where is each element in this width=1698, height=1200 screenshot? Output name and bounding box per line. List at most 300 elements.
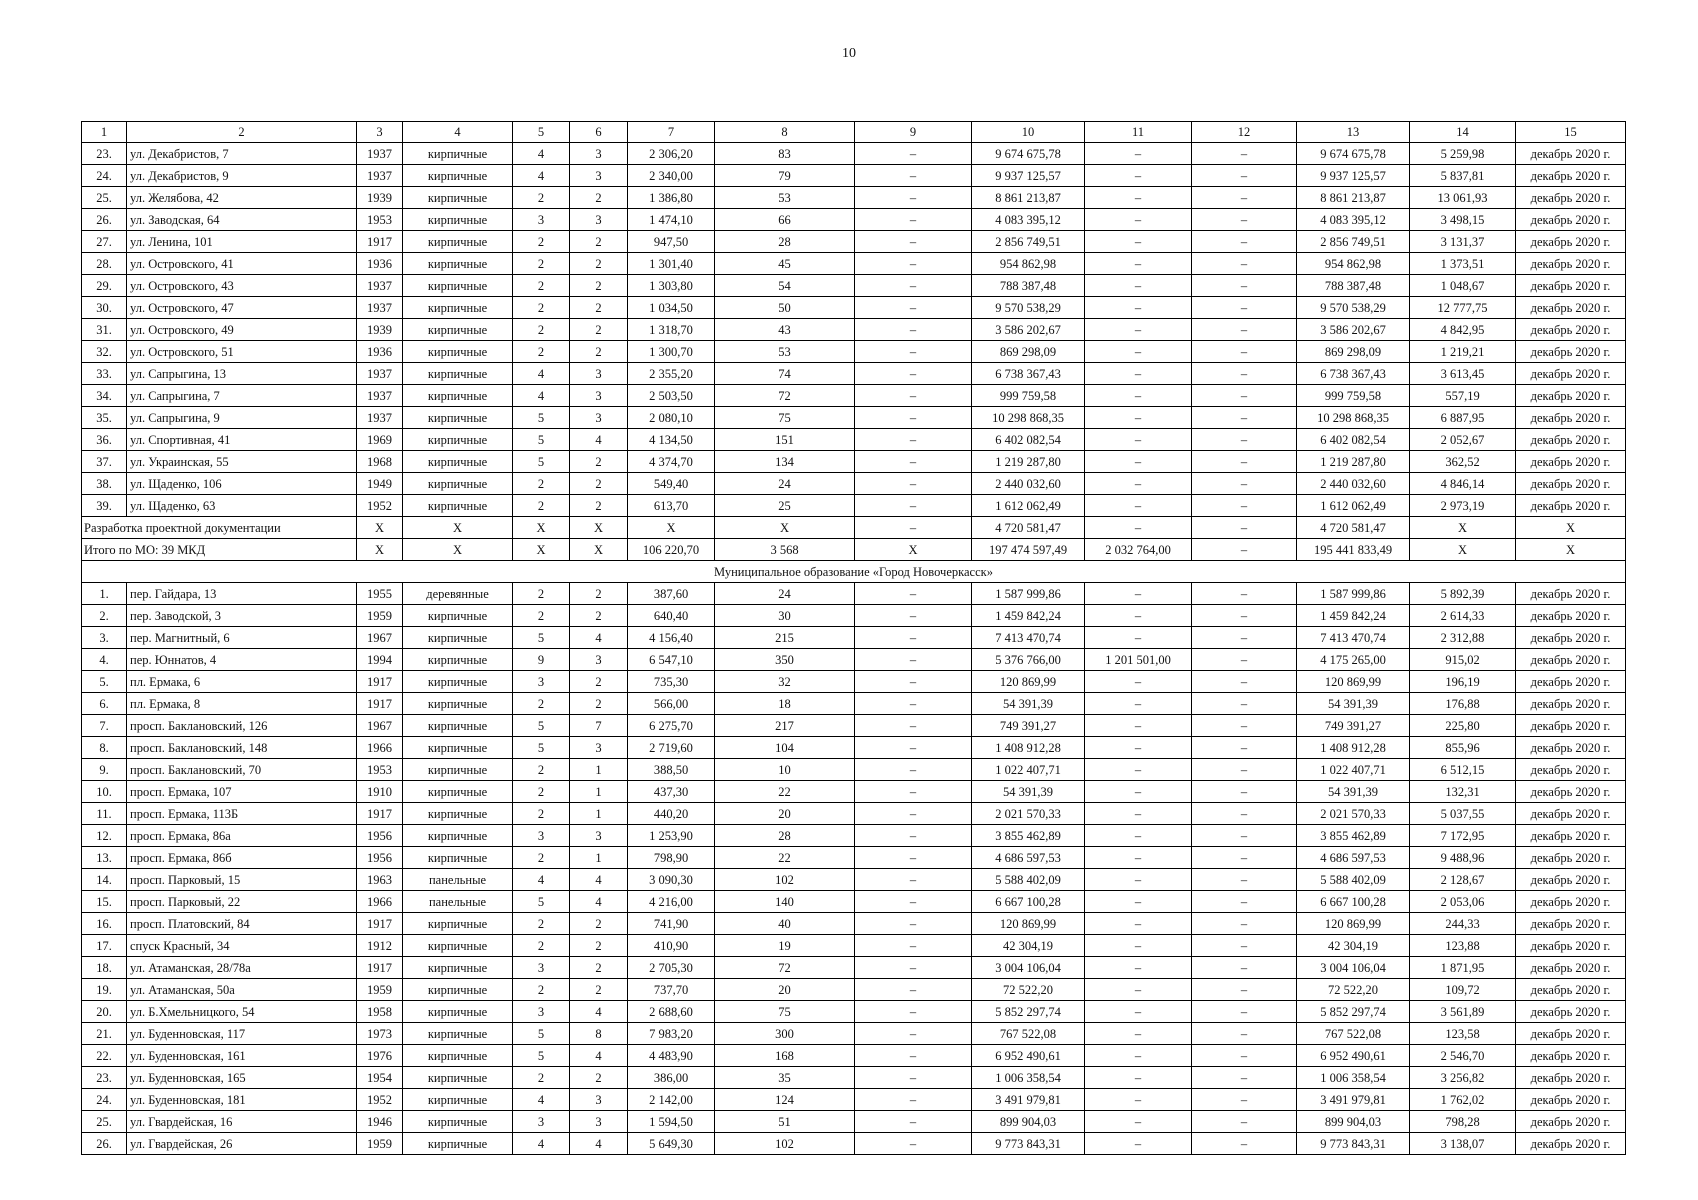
table-cell: 151 [715, 429, 855, 451]
summary-cell: Х [1516, 539, 1626, 561]
table-cell: – [1192, 605, 1297, 627]
table-cell: 4 [513, 869, 570, 891]
table-cell: 2 [570, 275, 628, 297]
table-cell: 1936 [357, 341, 403, 363]
table-cell: 1967 [357, 627, 403, 649]
table-row [82, 803, 1626, 825]
table-cell: декабрь 2020 г. [1516, 253, 1626, 275]
summary-label: Разработка проектной документации [82, 517, 357, 539]
address-cell: ул. Гвардейская, 26 [127, 1133, 357, 1155]
table-cell: кирпичные [403, 1023, 513, 1045]
table-cell: 5 [513, 627, 570, 649]
table-cell: 6 667 100,28 [1297, 891, 1410, 913]
table-cell: – [1085, 1089, 1192, 1111]
table-cell: – [1085, 275, 1192, 297]
table-cell: 4 [570, 429, 628, 451]
table-cell: – [855, 231, 972, 253]
summary-cell: Х [1410, 517, 1516, 539]
table-cell: кирпичные [403, 627, 513, 649]
table-cell: 798,28 [1410, 1111, 1516, 1133]
table-cell: 1 594,50 [628, 1111, 715, 1133]
table-cell: 24 [715, 473, 855, 495]
table-cell: – [855, 253, 972, 275]
table-cell: кирпичные [403, 1045, 513, 1067]
column-header: 7 [628, 122, 715, 143]
table-cell: кирпичные [403, 165, 513, 187]
table-cell: 2 546,70 [1410, 1045, 1516, 1067]
table-cell: 9 773 843,31 [972, 1133, 1085, 1155]
table-row [82, 429, 1626, 451]
table-cell: 3 [570, 737, 628, 759]
table-row [82, 693, 1626, 715]
table-cell: 1 587 999,86 [972, 583, 1085, 605]
table-cell: кирпичные [403, 209, 513, 231]
table-cell: 2 [570, 979, 628, 1001]
table-cell: 1952 [357, 495, 403, 517]
table-cell: 1969 [357, 429, 403, 451]
table-cell: – [1085, 319, 1192, 341]
summary-cell: Х [715, 517, 855, 539]
row-number: 30. [82, 297, 127, 319]
table-cell: 1 201 501,00 [1085, 649, 1192, 671]
table-row [82, 847, 1626, 869]
address-cell: просп. Ермака, 113Б [127, 803, 357, 825]
address-cell: ул. Заводская, 64 [127, 209, 357, 231]
table-body [82, 122, 1626, 1155]
table-cell: 2 973,19 [1410, 495, 1516, 517]
table-cell: кирпичные [403, 363, 513, 385]
table-cell: 24 [715, 583, 855, 605]
address-cell: просп. Ермака, 86а [127, 825, 357, 847]
table-cell: – [1085, 913, 1192, 935]
table-cell: – [855, 869, 972, 891]
table-cell: 1 459 842,24 [972, 605, 1085, 627]
table-cell: 5 [513, 429, 570, 451]
row-number: 26. [82, 209, 127, 231]
table-cell: 2 [570, 253, 628, 275]
table-cell: 1 318,70 [628, 319, 715, 341]
table-cell: – [1085, 473, 1192, 495]
table-cell: – [1085, 297, 1192, 319]
table-cell: 869 298,09 [1297, 341, 1410, 363]
table-cell: – [1085, 781, 1192, 803]
address-cell: просп. Парковый, 22 [127, 891, 357, 913]
table-cell: 788 387,48 [1297, 275, 1410, 297]
table-cell: 6 275,70 [628, 715, 715, 737]
table-cell: 123,58 [1410, 1023, 1516, 1045]
table-cell: – [855, 1067, 972, 1089]
address-cell: ул. Гвардейская, 16 [127, 1111, 357, 1133]
table-cell: 4 [570, 1045, 628, 1067]
table-cell: 104 [715, 737, 855, 759]
table-cell: 53 [715, 341, 855, 363]
table-cell: 2 [570, 495, 628, 517]
table-cell: – [855, 363, 972, 385]
table-cell: – [1085, 495, 1192, 517]
table-cell: – [1192, 1045, 1297, 1067]
table-cell: 2 142,00 [628, 1089, 715, 1111]
table-row [82, 605, 1626, 627]
table-cell: 30 [715, 605, 855, 627]
table-cell: 4 [570, 627, 628, 649]
table-cell: 1 303,80 [628, 275, 715, 297]
address-cell: просп. Баклановский, 148 [127, 737, 357, 759]
table-cell: 2 [570, 1067, 628, 1089]
table-cell: 1 253,90 [628, 825, 715, 847]
row-number: 21. [82, 1023, 127, 1045]
table-cell: – [1192, 759, 1297, 781]
table-cell: – [1192, 407, 1297, 429]
table-cell: 741,90 [628, 913, 715, 935]
table-cell: 1959 [357, 979, 403, 1001]
table-cell: 168 [715, 1045, 855, 1067]
table-cell: 999 759,58 [1297, 385, 1410, 407]
row-number: 32. [82, 341, 127, 363]
table-cell: 2 [570, 297, 628, 319]
table-cell: – [855, 583, 972, 605]
table-cell: 19 [715, 935, 855, 957]
table-cell: 2 [513, 275, 570, 297]
column-header: 13 [1297, 122, 1410, 143]
table-cell: 40 [715, 913, 855, 935]
table-cell: 217 [715, 715, 855, 737]
table-cell: 2 021 570,33 [972, 803, 1085, 825]
table-cell: 5 852 297,74 [972, 1001, 1085, 1023]
table-cell: 1 006 358,54 [972, 1067, 1085, 1089]
table-cell: 10 298 868,35 [972, 407, 1085, 429]
table-cell: 225,80 [1410, 715, 1516, 737]
table-cell: 1917 [357, 693, 403, 715]
table-cell: 2 [513, 297, 570, 319]
table-cell: 9 570 538,29 [1297, 297, 1410, 319]
table-cell: – [1192, 473, 1297, 495]
table-cell: – [1085, 385, 1192, 407]
table-cell: 1 612 062,49 [972, 495, 1085, 517]
table-cell: – [855, 847, 972, 869]
table-cell: – [855, 495, 972, 517]
table-cell: – [1192, 253, 1297, 275]
table-cell: 3 [513, 825, 570, 847]
row-number: 25. [82, 187, 127, 209]
table-cell: 54 391,39 [972, 781, 1085, 803]
table-cell: 899 904,03 [972, 1111, 1085, 1133]
table-cell: – [855, 165, 972, 187]
table-cell: 3 [570, 407, 628, 429]
table-cell: 1917 [357, 913, 403, 935]
table-cell: декабрь 2020 г. [1516, 451, 1626, 473]
table-cell: – [1192, 693, 1297, 715]
table-row [82, 275, 1626, 297]
summary-cell: Х [855, 539, 972, 561]
table-cell: декабрь 2020 г. [1516, 319, 1626, 341]
table-cell: кирпичные [403, 737, 513, 759]
row-number: 7. [82, 715, 127, 737]
table-cell: – [1192, 583, 1297, 605]
address-cell: ул. Островского, 47 [127, 297, 357, 319]
table-cell: 3 256,82 [1410, 1067, 1516, 1089]
table-cell: деревянные [403, 583, 513, 605]
table-cell: декабрь 2020 г. [1516, 429, 1626, 451]
row-number: 27. [82, 231, 127, 253]
table-cell: 6 402 082,54 [972, 429, 1085, 451]
table-cell: 1954 [357, 1067, 403, 1089]
table-cell: 3 [570, 649, 628, 671]
table-row [82, 319, 1626, 341]
table-cell: 1994 [357, 649, 403, 671]
table-cell: 20 [715, 803, 855, 825]
summary-cell: 195 441 833,49 [1297, 539, 1410, 561]
table-cell: 6 952 490,61 [972, 1045, 1085, 1067]
table-cell: 3 586 202,67 [972, 319, 1085, 341]
table-cell: 109,72 [1410, 979, 1516, 1001]
summary-cell: Х [570, 539, 628, 561]
table-cell: – [1192, 935, 1297, 957]
address-cell: просп. Платовский, 84 [127, 913, 357, 935]
table-cell: – [1085, 1023, 1192, 1045]
table-row [82, 209, 1626, 231]
table-cell: 2 [513, 319, 570, 341]
table-cell: 3 004 106,04 [972, 957, 1085, 979]
table-cell: 1 [570, 847, 628, 869]
row-number: 34. [82, 385, 127, 407]
table-row [82, 935, 1626, 957]
table-cell: 7 413 470,74 [972, 627, 1085, 649]
table-cell: 3 090,30 [628, 869, 715, 891]
table-cell: 124 [715, 1089, 855, 1111]
table-cell: 6 952 490,61 [1297, 1045, 1410, 1067]
table-cell: 5 [513, 1045, 570, 1067]
table-row [82, 1001, 1626, 1023]
table-cell: декабрь 2020 г. [1516, 715, 1626, 737]
table-cell: 12 777,75 [1410, 297, 1516, 319]
table-cell: 1959 [357, 605, 403, 627]
table-cell: кирпичные [403, 781, 513, 803]
table-cell: – [855, 913, 972, 935]
table-cell: 32 [715, 671, 855, 693]
table-cell: – [1085, 957, 1192, 979]
table-cell: – [855, 297, 972, 319]
address-cell: ул. Буденновская, 165 [127, 1067, 357, 1089]
summary-cell: 2 032 764,00 [1085, 539, 1192, 561]
table-cell: кирпичные [403, 935, 513, 957]
table-cell: – [855, 319, 972, 341]
table-cell: 3 [570, 1111, 628, 1133]
table-cell: 9 674 675,78 [1297, 143, 1410, 165]
table-cell: кирпичные [403, 715, 513, 737]
table-cell: – [1085, 1045, 1192, 1067]
table-cell: 2 306,20 [628, 143, 715, 165]
table-cell: 2 [570, 341, 628, 363]
table-cell: 855,96 [1410, 737, 1516, 759]
address-cell: ул. Сапрыгина, 7 [127, 385, 357, 407]
table-cell: 18 [715, 693, 855, 715]
table-cell: 387,60 [628, 583, 715, 605]
table-cell: 3 [570, 143, 628, 165]
table-row [82, 671, 1626, 693]
address-cell: ул. Островского, 43 [127, 275, 357, 297]
column-header: 4 [403, 122, 513, 143]
table-cell: 1936 [357, 253, 403, 275]
table-cell: 1949 [357, 473, 403, 495]
table-cell: 899 904,03 [1297, 1111, 1410, 1133]
table-cell: 1917 [357, 671, 403, 693]
table-cell: 1 [570, 803, 628, 825]
buildings-table [81, 121, 1626, 1155]
table-cell: 5 [513, 407, 570, 429]
table-cell: декабрь 2020 г. [1516, 605, 1626, 627]
address-cell: ул. Островского, 49 [127, 319, 357, 341]
table-cell: 2 355,20 [628, 363, 715, 385]
table-cell: 788 387,48 [972, 275, 1085, 297]
table-row [82, 143, 1626, 165]
table-cell: 2 [513, 803, 570, 825]
table-cell: 1939 [357, 187, 403, 209]
table-cell: – [855, 979, 972, 1001]
table-cell: 176,88 [1410, 693, 1516, 715]
table-cell: декабрь 2020 г. [1516, 1089, 1626, 1111]
table-cell: – [855, 451, 972, 473]
table-cell: 2 [513, 913, 570, 935]
table-cell: 120 869,99 [972, 671, 1085, 693]
table-cell: – [1192, 231, 1297, 253]
table-cell: декабрь 2020 г. [1516, 649, 1626, 671]
section-title: Муниципальное образование «Город Новочеркасск» [82, 561, 1626, 583]
table-cell: 5 892,39 [1410, 583, 1516, 605]
table-cell: 6 738 367,43 [972, 363, 1085, 385]
table-cell: 10 [715, 759, 855, 781]
table-cell: 5 376 766,00 [972, 649, 1085, 671]
table-cell: кирпичные [403, 1111, 513, 1133]
table-cell: кирпичные [403, 319, 513, 341]
table-cell: – [1085, 605, 1192, 627]
table-cell: – [1085, 407, 1192, 429]
table-cell: 22 [715, 847, 855, 869]
table-cell: 1917 [357, 803, 403, 825]
page-number: 10 [842, 46, 856, 61]
table-cell: – [1192, 1111, 1297, 1133]
table-row [82, 979, 1626, 1001]
table-cell: декабрь 2020 г. [1516, 187, 1626, 209]
table-cell: 3 004 106,04 [1297, 957, 1410, 979]
table-cell: декабрь 2020 г. [1516, 231, 1626, 253]
table-cell: 2 705,30 [628, 957, 715, 979]
table-cell: 2 [513, 1067, 570, 1089]
table-cell: 8 861 213,87 [972, 187, 1085, 209]
table-cell: 2 [513, 781, 570, 803]
row-number: 11. [82, 803, 127, 825]
address-cell: пер. Магнитный, 6 [127, 627, 357, 649]
table-cell: – [1085, 253, 1192, 275]
column-header: 10 [972, 122, 1085, 143]
table-cell: 1917 [357, 231, 403, 253]
row-number: 8. [82, 737, 127, 759]
table-cell: 1937 [357, 297, 403, 319]
table-cell: 5 [513, 737, 570, 759]
table-cell: декабрь 2020 г. [1516, 1023, 1626, 1045]
row-number: 15. [82, 891, 127, 913]
table-cell: 300 [715, 1023, 855, 1045]
table-cell: 954 862,98 [1297, 253, 1410, 275]
table-cell: 1 871,95 [1410, 957, 1516, 979]
table-cell: – [1192, 1067, 1297, 1089]
table-cell: декабрь 2020 г. [1516, 165, 1626, 187]
summary-cell: Х [513, 539, 570, 561]
table-cell: кирпичные [403, 341, 513, 363]
table-cell: – [1085, 341, 1192, 363]
table-cell: 244,33 [1410, 913, 1516, 935]
table-cell: – [1192, 803, 1297, 825]
summary-row [82, 539, 1626, 561]
summary-cell: Х [513, 517, 570, 539]
table-row [82, 759, 1626, 781]
table-cell: декабрь 2020 г. [1516, 1111, 1626, 1133]
table-cell: – [855, 671, 972, 693]
table-cell: 25 [715, 495, 855, 517]
table-cell: 3 [513, 1111, 570, 1133]
row-number: 37. [82, 451, 127, 473]
table-cell: 2 [513, 979, 570, 1001]
table-cell: кирпичные [403, 957, 513, 979]
table-cell: 2 021 570,33 [1297, 803, 1410, 825]
table-cell: – [1192, 275, 1297, 297]
table-cell: – [855, 957, 972, 979]
table-cell: 915,02 [1410, 649, 1516, 671]
row-number: 13. [82, 847, 127, 869]
table-row [82, 1133, 1626, 1155]
summary-cell: 4 720 581,47 [1297, 517, 1410, 539]
table-cell: – [1192, 737, 1297, 759]
table-cell: 557,19 [1410, 385, 1516, 407]
table-cell: 120 869,99 [972, 913, 1085, 935]
table-cell: 1939 [357, 319, 403, 341]
table-cell: 2 312,88 [1410, 627, 1516, 649]
table-cell: – [1192, 385, 1297, 407]
table-cell: 42 304,19 [1297, 935, 1410, 957]
table-cell: декабрь 2020 г. [1516, 1045, 1626, 1067]
table-cell: 2 [570, 605, 628, 627]
table-cell: 2 [513, 341, 570, 363]
section-row [82, 561, 1626, 583]
table-cell: – [1085, 825, 1192, 847]
table-row [82, 407, 1626, 429]
table-cell: декабрь 2020 г. [1516, 1067, 1626, 1089]
table-cell: 1956 [357, 825, 403, 847]
row-number: 17. [82, 935, 127, 957]
table-cell: – [1085, 209, 1192, 231]
address-cell: пер. Юннатов, 4 [127, 649, 357, 671]
table-cell: 28 [715, 231, 855, 253]
table-cell: – [1085, 979, 1192, 1001]
table-cell: декабрь 2020 г. [1516, 759, 1626, 781]
table-cell: – [1085, 231, 1192, 253]
table-cell: декабрь 2020 г. [1516, 957, 1626, 979]
table-cell: 134 [715, 451, 855, 473]
column-header: 3 [357, 122, 403, 143]
table-cell: – [855, 187, 972, 209]
table-cell: 954 862,98 [972, 253, 1085, 275]
row-number: 38. [82, 473, 127, 495]
row-number: 5. [82, 671, 127, 693]
table-cell: 869 298,09 [972, 341, 1085, 363]
table-cell: кирпичные [403, 847, 513, 869]
table-cell: 7 983,20 [628, 1023, 715, 1045]
table-cell: 1 022 407,71 [972, 759, 1085, 781]
table-cell: кирпичные [403, 275, 513, 297]
table-cell: 3 561,89 [1410, 1001, 1516, 1023]
table-cell: 1968 [357, 451, 403, 473]
table-cell: 3 [513, 209, 570, 231]
table-cell: – [855, 693, 972, 715]
